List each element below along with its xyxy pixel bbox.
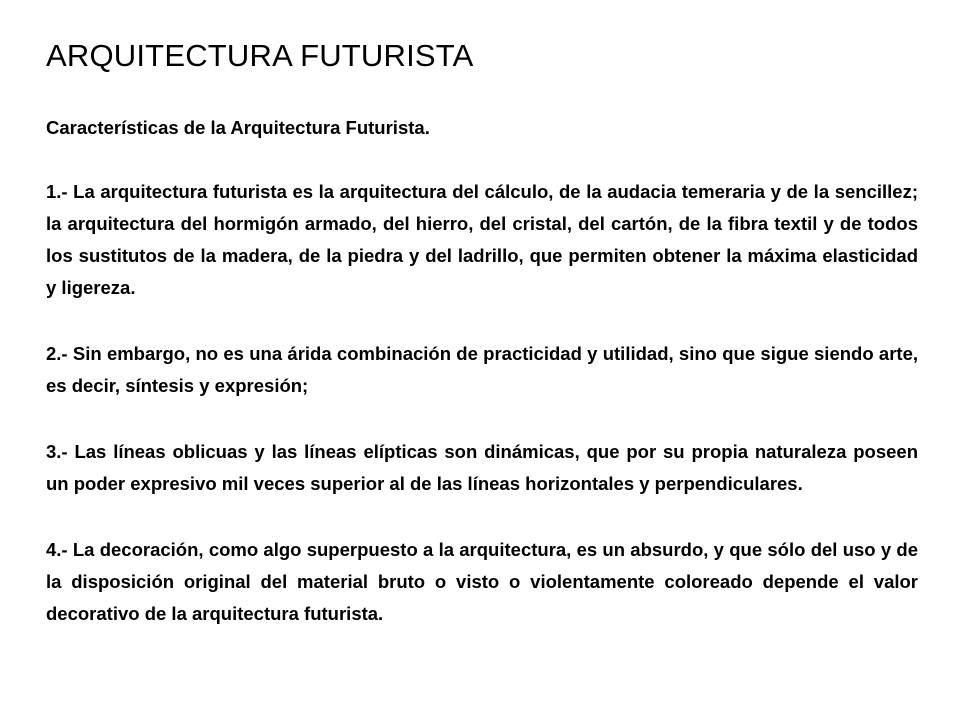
paragraph-1: 1.- La arquitectura futurista es la arquitectura del cálculo, de la audacia temeraria y de la sencillez; la arquitectura del hormigón armado, del hierro, del cristal, del cartón, de la fibra textil y de todos los sustitutos de la madera, de la piedra y del ladrillo, que permiten obtener la máxima elasticidad y ligereza. — [46, 181, 918, 298]
paragraph-4: 4.- La decoración, como algo superpuesto a la arquitectura, es un absurdo, y que sólo del uso y de la disposición original del material bruto o visto o violentamente coloreado depende el valor decorativo de la arquitectura futurista. — [46, 539, 918, 624]
slide-content — [46, 114, 918, 630]
slide-subtitle: Características de la Arquitectura Futurista. — [46, 117, 430, 138]
slide-title: ARQUITECTURA FUTURISTA — [46, 38, 474, 73]
paragraph-2: 2.- Sin embargo, no es una árida combinación de practicidad y utilidad, sino que sigue siendo arte, es decir, síntesis y expresión; — [46, 343, 918, 396]
paragraph-3: 3.- Las líneas oblicuas y las líneas elípticas son dinámicas, que por su propia naturaleza poseen un poder expresivo mil veces superior al de las líneas horizontales y perpendiculares. — [46, 441, 918, 494]
